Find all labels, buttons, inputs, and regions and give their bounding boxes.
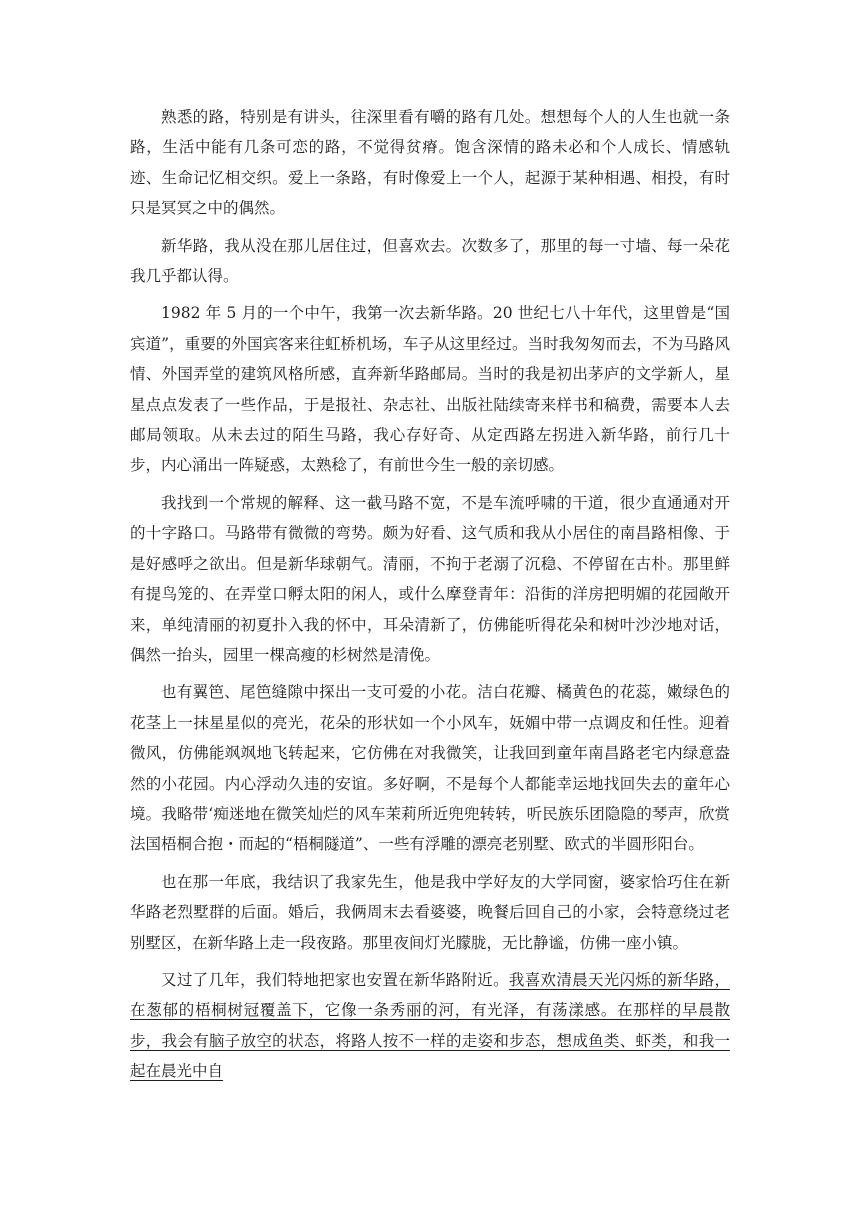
- paragraph-5: 也有翼笆、尾笆缝隙中探出一支可爱的小花。洁白花瓣、橘黄色的花蕊，嫩绿色的花茎上一抹星星似的亮光，花朵的形状如一个小风车，妩媚中带一点调皮和任性。迎着微风，仿佛能飒飒地飞转起来，它仿佛在对我微笑，让我回到童年南昌路老宅内绿意盎然的小花园。内心浮动久违的安谊。多好啊，不是每个人都能幸运地找回失去的童年心境。我略带‘痴迷地在微笑灿烂的风车茉莉所近兜兜转转，听民族乐团隐隐的琴声，欣赏法国梧桐合抱・而起的“梧桐隧道”、一些有浮雕的漂亮老别墅、欧式的半圆形阳台。: [130, 683, 730, 854]
- paragraph-3: 1982 年 5 月的一个中午，我第一次去新华路。20 世纪七八十年代，这里曾是“国宾道”，重要的外国宾客来往虹桥机场，车子从这里经过。当时我匆匆而去，不为马路风情、外国弄堂的建筑风格所感，直奔新华路邮局。当时的我是初出茅庐的文学新人，星星点点发表了一些作品，于是报社、杂志社、出版社陆续寄来样书和稿费，需要本人去邮局领取。从未去过的陌生马路，我心存好奇、从定西路左拐进入新华路，前行几十步，内心涌出一阵疑惑，太熟稔了，有前世今生一般的亲切感。: [130, 304, 730, 475]
- paragraph-1: 熟悉的路，特别是有讲头，往深里看有嚼的路有几处。想想每个人的人生也就一条路，生活中能有几条可恋的路，不觉得贫瘠。饱含深情的路未必和个人成长、情感轨迹、生命记忆相交织。爱上一条路，有时像爱上一个人，起源于某种相遇、相投，有时只是冥冥之中的偶然。: [130, 108, 730, 218]
- paragraph-7-plain: 又过了几年，我们特地把家也安置在新华路附近。: [161, 970, 509, 989]
- document-body: [130, 102, 730, 1094]
- paragraph-4: 我找到一个常规的解释、这一截马路不宽，不是车流呼啸的干道，很少直通通对开的十字路口。马路带有微微的弯势。颇为好看、这气质和我从小居住的南昌路相像、于是好感呼之欲出。但是新华球朝气。清丽，不拘于老溺了沉稳、不停留在古朴。那里鲜有提鸟笼的、在弄堂口孵太阳的闲人，或什么摩登青年：沿街的洋房把明媚的花园敞开来，单纯清丽的初夏扑入我的怀中，耳朵清新了，仿佛能听得花朵和树叶沙沙地对话，偶然一抬头，园里一棵高瘦的杉树然是清俛。: [130, 493, 730, 664]
- paragraph-2: 新华路，我从没在那儿居住过，但喜欢去。次数多了，那里的每一寸墙、每一朵花我几乎都认得。: [130, 236, 730, 286]
- paragraph-6: 也在那一年底，我结识了我家先生，他是我中学好友的大学同窗，婆家恰巧住在新华路老烈墅群的后面。婚后，我俩周末去看婆婆，晚餐后回自己的小家，会特意绕过老别墅区，在新华路上走一段夜路。那里夜间灯光朦胧，无比静谧，仿佛一座小镇。: [130, 872, 730, 952]
- underlined-passage: 我喜欢清晨天光闪烁的新华路，在葱郁的梧桐树冠覆盖下，它像一条秀丽的河，有光泽，有荡漾感。在那样的早晨散步，我会有脑子放空的状态，将路人按不一样的走姿和步态，想成鱼类、虾类，和我一起在晨光中自: [130, 970, 730, 1081]
- paragraph-7: [130, 965, 730, 1087]
